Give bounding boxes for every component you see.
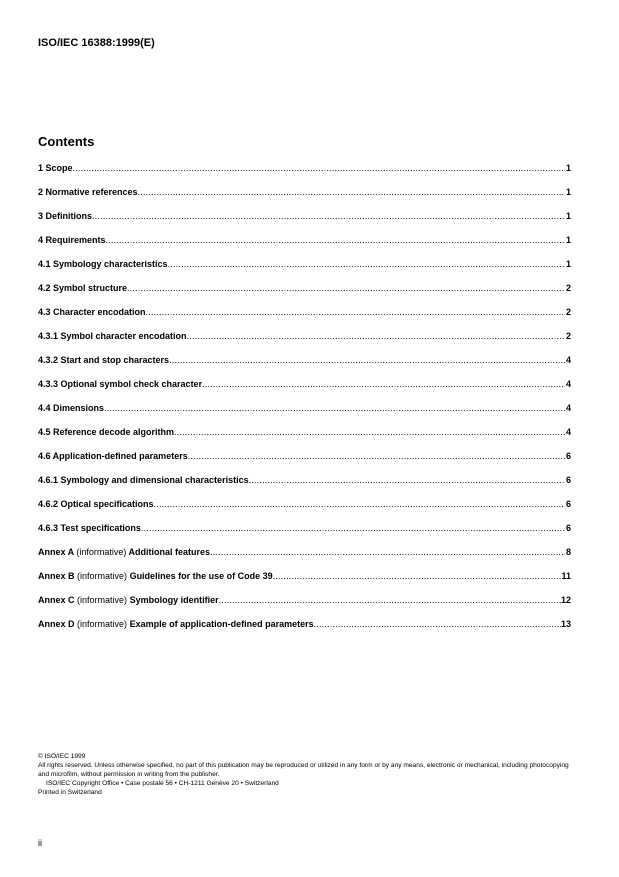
toc-entry-label: 4.3.3 Optional symbol check character [38,379,203,389]
toc-dot-leader [106,235,565,245]
copyright-office-address: ISO/IEC Copyright Office • Case postale 56 • CH-1211 Genève 20 • Switzerland [46,780,279,787]
toc-entry-annex-type: (informative) [77,619,128,629]
toc-page-number: 12 [560,595,571,605]
toc-entry-title [38,475,249,485]
toc-page-number: 6 [565,451,571,461]
toc-entry-annex-type: (informative) [76,547,127,557]
toc-entry-title [38,235,106,245]
toc-page-number: 4 [565,403,571,413]
toc-page-number: 13 [560,619,571,629]
toc-dot-leader [202,379,565,389]
toc-page-number: 8 [565,547,571,557]
copyright-footer [38,752,573,797]
toc-dot-leader [92,211,565,221]
toc-entry-label: 2 Normative references [38,187,138,197]
toc-entry[interactable] [38,235,571,259]
toc-dot-leader [188,451,565,461]
toc-entry[interactable] [38,283,571,307]
toc-entry[interactable] [38,571,571,595]
toc-entry-annex-title: Guidelines for the use of Code 39 [129,571,273,581]
toc-dot-leader [104,403,565,413]
toc-entry-title [38,331,187,341]
toc-entry-annex-title: Additional features [128,547,211,557]
toc-dot-leader [174,427,565,437]
toc-entry-label: Annex A [38,547,74,557]
rights-statement: All rights reserved. Unless otherwise specified, no part of this publication may be reproduced or utilized in any form or by any means, electronic or mechanical, including photocopying and microfilm, without permission in writing from the publisher. [38,762,569,778]
toc-entry-label: 4.3.2 Start and stop characters [38,355,170,365]
toc-page-number: 6 [565,475,571,485]
toc-entry-label: Annex C [38,595,75,605]
contents-title: Contents [38,134,95,149]
toc-page-number: 1 [565,235,571,245]
toc-entry-title [38,427,174,437]
toc-entry-title [38,403,104,413]
toc-dot-leader [154,499,565,509]
toc-entry-title [38,499,154,509]
toc-entry-label: 4.6 Application-defined parameters [38,451,188,461]
toc-entry[interactable] [38,475,571,499]
toc-entry-label: 4.6.3 Test specifications [38,523,141,533]
toc-entry-title [38,307,146,317]
toc-page-number: 1 [565,259,571,269]
toc-entry[interactable] [38,403,571,427]
toc-dot-leader [314,619,561,629]
toc-entry[interactable] [38,307,571,331]
toc-dot-leader [219,595,561,605]
toc-entry-annex-title: Symbology identifier [129,595,219,605]
toc-page-number: 1 [565,211,571,221]
toc-dot-leader [138,187,565,197]
toc-page-number: 4 [565,427,571,437]
toc-dot-leader [146,307,565,317]
toc-dot-leader [141,523,565,533]
toc-entry-title [38,187,138,197]
toc-entry[interactable] [38,523,571,547]
toc-dot-leader [210,547,565,557]
toc-page-number: 4 [565,355,571,365]
toc-entry-label: 1 Scope [38,163,73,173]
toc-dot-leader [273,571,562,581]
toc-entry-label: 4.5 Reference decode algorithm [38,427,175,437]
toc-entry-title [38,523,141,533]
toc-entry[interactable] [38,499,571,523]
toc-page-number: 6 [565,499,571,509]
toc-entry-label: Annex D [38,619,75,629]
toc-entry-title [38,571,273,581]
toc-entry-title [38,451,188,461]
toc-entry[interactable] [38,379,571,403]
toc-entry-label: 4.4 Dimensions [38,403,105,413]
toc-entry-label: 4.6.2 Optical specifications [38,499,154,509]
toc-entry-label: 4.1 Symbology characteristics [38,259,168,269]
copyright-line: © ISO/IEC 1999 [38,753,86,760]
table-of-contents [38,163,571,643]
toc-entry[interactable] [38,619,571,643]
toc-dot-leader [249,475,565,485]
toc-entry-title [38,283,127,293]
toc-entry-label: 4.3 Character encodation [38,307,146,317]
toc-entry-label: 4.6.1 Symbology and dimensional characteristics [38,475,249,485]
toc-page-number: 1 [565,163,571,173]
toc-entry-title [38,619,314,629]
toc-entry[interactable] [38,187,571,211]
toc-dot-leader [169,355,565,365]
toc-entry-annex-type: (informative) [77,571,128,581]
toc-entry[interactable] [38,259,571,283]
toc-page-number: 4 [565,379,571,389]
toc-page-number: 2 [565,283,571,293]
toc-entry-label: Annex B [38,571,75,581]
toc-entry-title [38,547,210,557]
toc-entry-title [38,379,202,389]
toc-entry[interactable] [38,163,571,187]
toc-entry[interactable] [38,427,571,451]
toc-entry[interactable] [38,595,571,619]
toc-entry[interactable] [38,451,571,475]
toc-entry-title [38,595,219,605]
toc-entry-label: 4 Requirements [38,235,106,245]
toc-entry-label: 4.3.1 Symbol character encodation [38,331,187,341]
toc-entry-annex-title: Example of application-defined parameters [129,619,314,629]
toc-entry[interactable] [38,331,571,355]
printed-in: Printed in Switzerland [38,789,102,796]
toc-dot-leader [127,283,565,293]
toc-page-number: 1 [565,187,571,197]
toc-entry[interactable] [38,547,571,571]
toc-entry-title [38,211,92,221]
toc-dot-leader [187,331,565,341]
toc-entry[interactable] [38,355,571,379]
toc-dot-leader [168,259,565,269]
toc-dot-leader [73,163,565,173]
toc-entry-title [38,355,169,365]
toc-entry-annex-type: (informative) [77,595,128,605]
page-number: ii [38,838,42,848]
toc-entry-label: 4.2 Symbol structure [38,283,128,293]
toc-page-number: 6 [565,523,571,533]
toc-page-number: 11 [561,571,571,581]
toc-entry-title [38,259,168,269]
toc-entry-title [38,163,73,173]
document-header: ISO/IEC 16388:1999(E) [38,37,155,49]
toc-page-number: 2 [565,331,571,341]
toc-page-number: 2 [565,307,571,317]
toc-entry[interactable] [38,211,571,235]
toc-entry-label: 3 Definitions [38,211,93,221]
